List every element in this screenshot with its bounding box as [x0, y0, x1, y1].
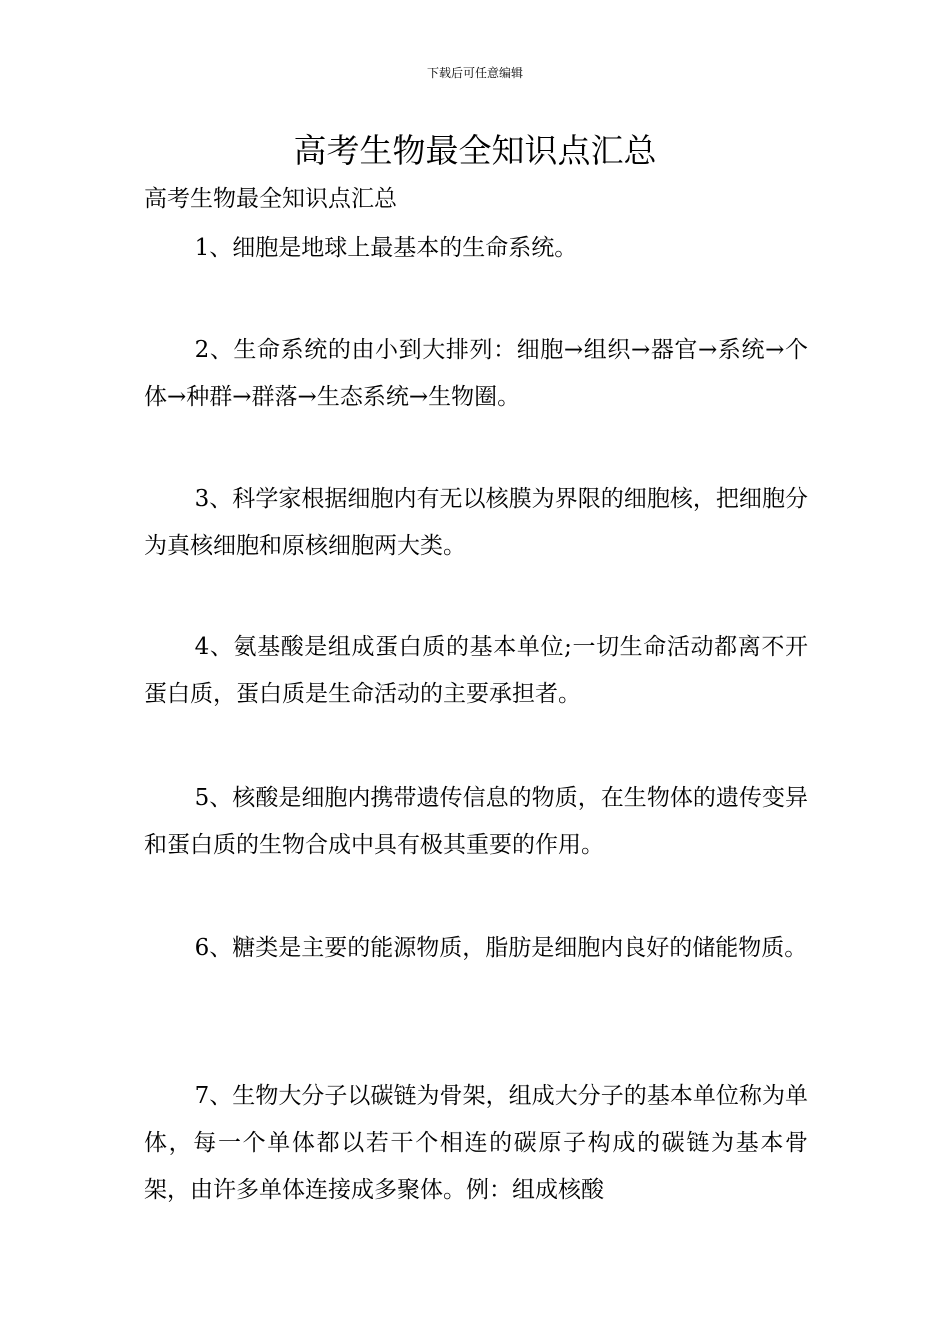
- paragraph-2: 2、生命系统的由小到大排列：细胞→组织→器官→系统→个体→种群→群落→生态系统→生物圈。: [144, 337, 808, 410]
- document-subtitle: 高考生物最全知识点汇总: [144, 186, 397, 212]
- header-note: 下载后可任意编辑: [426, 66, 523, 80]
- page-title: 高考生物最全知识点汇总: [293, 131, 657, 170]
- paragraph-5: 5、核酸是细胞内携带遗传信息的物质，在生物体的遗传变异和蛋白质的生物合成中具有极其重要的作用。: [144, 785, 808, 858]
- paragraph-3: 3、科学家根据细胞内有无以核膜为界限的细胞核，把细胞分为真核细胞和原核细胞两大类。: [144, 486, 808, 559]
- paragraph-1: 1、细胞是地球上最基本的生命系统。: [194, 235, 578, 261]
- paragraph-7: 7、生物大分子以碳链为骨架，组成大分子的基本单位称为单体，每一个单体都以若干个相连的碳原子构成的碳链为基本骨架，由许多单体连接成多聚体。例：组成核酸: [144, 1083, 808, 1203]
- paragraph-6: 6、糖类是主要的能源物质，脂肪是细胞内良好的储能物质。: [194, 935, 808, 961]
- paragraph-4: 4、氨基酸是组成蛋白质的基本单位;一切生命活动都离不开蛋白质，蛋白质是生命活动的主要承担者。: [144, 634, 808, 707]
